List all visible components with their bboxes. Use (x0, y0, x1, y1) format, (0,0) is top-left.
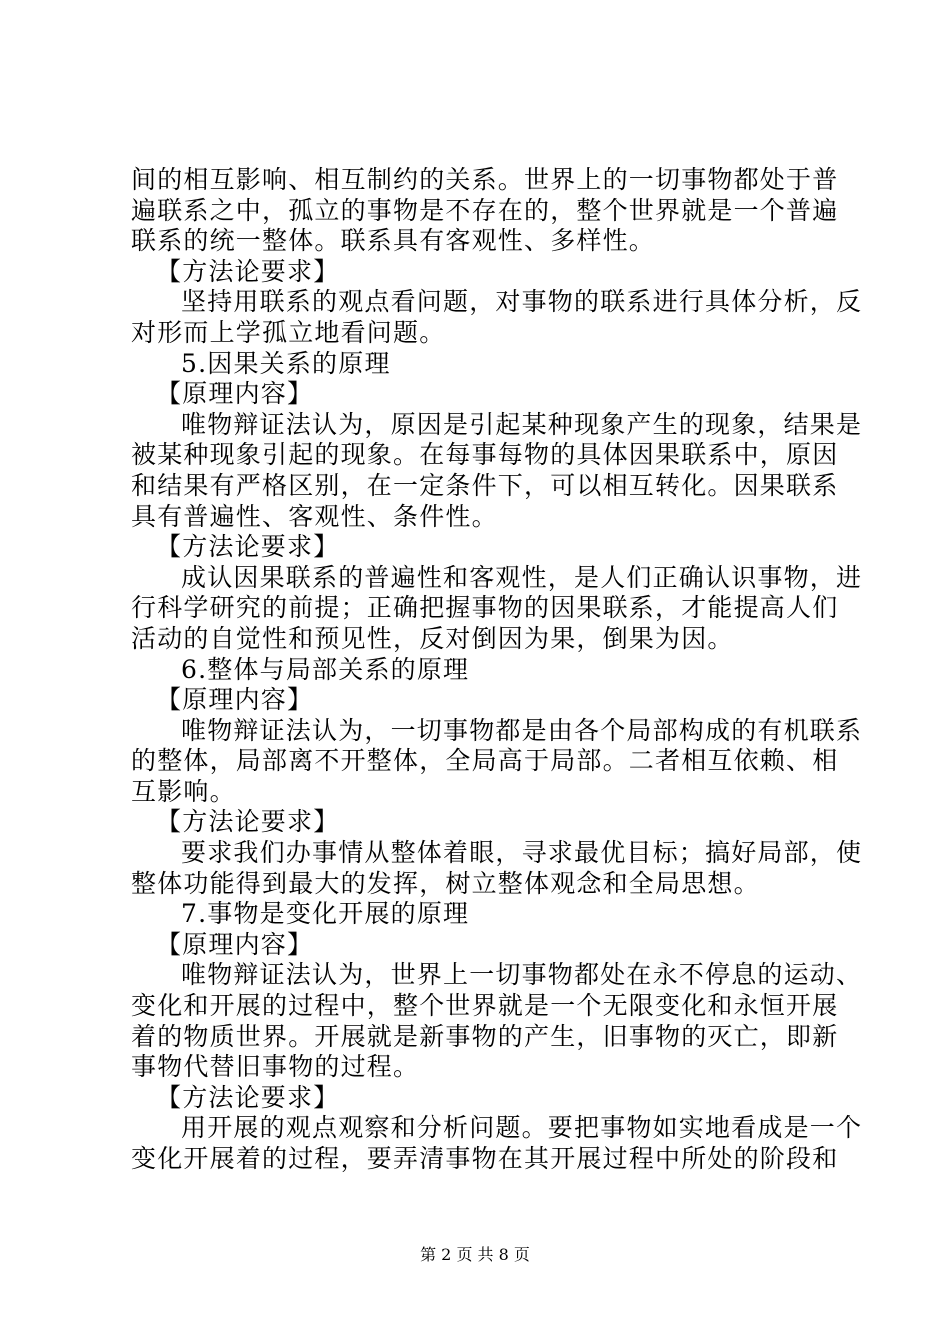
section-label: 【原理内容】 (156, 379, 314, 409)
section-heading: 6.整体与局部关系的原理 (181, 654, 470, 684)
section-heading: 5.因果关系的原理 (181, 348, 391, 378)
text-line: 的整体，局部离不开整体，全局高于局部。二者相互依赖、相 (131, 746, 839, 776)
text-line: 联系的统一整体。联系具有客观性、多样性。 (131, 226, 656, 256)
text-line: 成认因果联系的普遍性和客观性，是人们正确认识事物，进 (181, 562, 863, 592)
text-line: 具有普遍性、客观性、条件性。 (131, 501, 498, 531)
section-heading: 7.事物是变化开展的原理 (181, 899, 470, 929)
section-label: 【原理内容】 (156, 929, 314, 959)
page-number: 第 2 页 共 8 页 (420, 1245, 530, 1264)
section-label: 【方法论要求】 (156, 256, 340, 286)
text-line: 坚持用联系的观点看问题，对事物的联系进行具体分析，反 (181, 287, 863, 317)
section-label: 【原理内容】 (156, 685, 314, 715)
document-body (131, 165, 863, 1175)
text-line: 遍联系之中，孤立的事物是不存在的，整个世界就是一个普遍 (131, 195, 839, 225)
text-line: 要求我们办事情从整体着眼，寻求最优目标；搞好局部，使 (181, 838, 863, 868)
text-line: 被某种现象引起的现象。在每事每物的具体因果联系中，原因 (131, 440, 839, 470)
text-line: 唯物辩证法认为，世界上一切事物都处在永不停息的运动、 (181, 960, 863, 990)
text-line: 和结果有严格区别，在一定条件下，可以相互转化。因果联系 (131, 470, 839, 500)
text-line: 变化开展着的过程，要弄清事物在其开展过程中所处的阶段和 (131, 1144, 839, 1173)
section-label: 【方法论要求】 (156, 807, 340, 837)
section-label: 【方法论要求】 (156, 532, 340, 562)
text-line: 对形而上学孤立地看问题。 (131, 317, 446, 347)
text-line: 活动的自觉性和预见性，反对倒因为果，倒果为因。 (131, 623, 734, 653)
text-line: 变化和开展的过程中，整个世界就是一个无限变化和永恒开展 (131, 991, 839, 1021)
section-label: 【方法论要求】 (156, 1082, 340, 1112)
text-line: 行科学研究的前提；正确把握事物的因果联系，才能提高人们 (131, 593, 839, 623)
text-line: 着的物质世界。开展就是新事物的产生，旧事物的灭亡，即新 (131, 1021, 839, 1051)
text-line: 事物代替旧事物的过程。 (131, 1052, 420, 1082)
text-line: 唯物辩证法认为，一切事物都是由各个局部构成的有机联系 (181, 715, 863, 745)
text-line: 互影响。 (131, 776, 236, 806)
text-line: 唯物辩证法认为，原因是引起某种现象产生的现象，结果是 (181, 409, 863, 439)
text-line: 整体功能得到最大的发挥，树立整体观念和全局思想。 (131, 868, 760, 898)
text-line: 用开展的观点观察和分析问题。要把事物如实地看成是一个 (181, 1113, 863, 1143)
text-line: 间的相互影响、相互制约的关系。世界上的一切事物都处于普 (131, 165, 839, 194)
